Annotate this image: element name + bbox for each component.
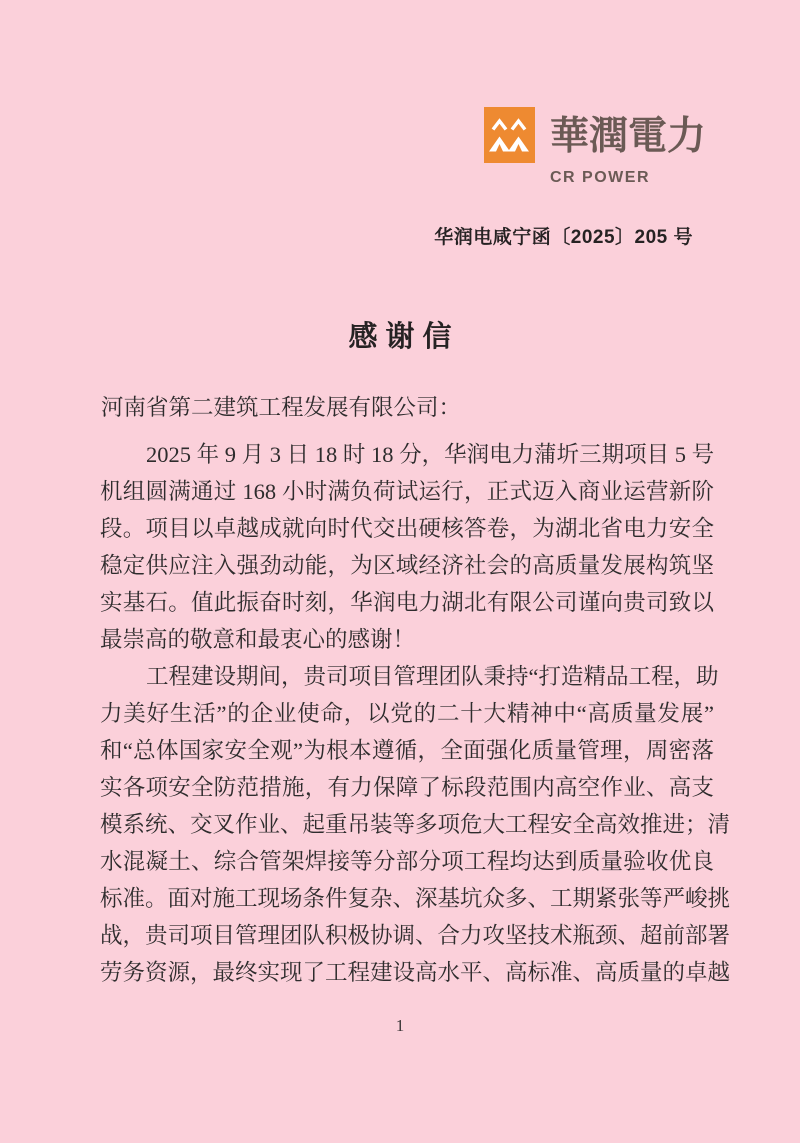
body-line: 稳定供应注入强劲动能，为区域经济社会的高质量发展构筑坚 — [100, 553, 714, 578]
body-line: 水混凝土、综合管架焊接等分部分项工程均达到质量验收优良 — [100, 849, 714, 874]
cr-power-mountains-icon — [484, 107, 535, 163]
body-line: 标准。面对施工现场条件复杂、深基坑众多、工期紧张等严峻挑 — [100, 886, 731, 911]
scan-edge-strip — [0, 1143, 800, 1148]
letter-body — [100, 436, 731, 991]
body-line: 实各项安全防范措施，有力保障了标段范围内高空作业、高支 — [100, 775, 714, 800]
salutation: 河南省第二建筑工程发展有限公司： — [101, 395, 462, 420]
body-line: 2025 年 9 月 3 日 18 时 18 分，华润电力蒲圻三期项目 5 号 — [146, 442, 715, 467]
body-line: 模系统、交叉作业、起重吊装等多项危大工程安全高效推进；清 — [100, 812, 731, 837]
body-line: 实基石。值此振奋时刻，华润电力湖北有限公司谨向贵司致以 — [100, 590, 714, 615]
body-line: 最崇高的敬意和最衷心的感谢！ — [100, 627, 416, 652]
body-line: 劳务资源，最终实现了工程建设高水平、高标准、高质量的卓越 — [100, 960, 731, 985]
reference-number: 华润电咸宁函〔2025〕205 号 — [434, 227, 693, 248]
body-line: 战，贵司项目管理团队积极协调、合力攻坚技术瓶颈、超前部署 — [100, 923, 731, 948]
body-line: 段。项目以卓越成就向时代交出硬核答卷，为湖北省电力安全 — [100, 516, 714, 541]
body-line: 力美好生活”的企业使命，以党的二十大精神中“高质量发展” — [100, 701, 714, 726]
company-name-cn: 華潤電力 — [550, 115, 707, 158]
body-line: 工程建设期间，贵司项目管理团队秉持“打造精品工程，助 — [146, 664, 719, 689]
body-line: 和“总体国家安全观”为根本遵循，全面强化质量管理，周密落 — [100, 738, 714, 763]
page-number: 1 — [395, 1016, 405, 1035]
company-name-en: CR POWER — [550, 169, 650, 186]
body-line: 机组圆满通过 168 小时满负荷试运行，正式迈入商业运营新阶 — [100, 479, 714, 504]
letter-title: 感谢信 — [348, 321, 460, 353]
